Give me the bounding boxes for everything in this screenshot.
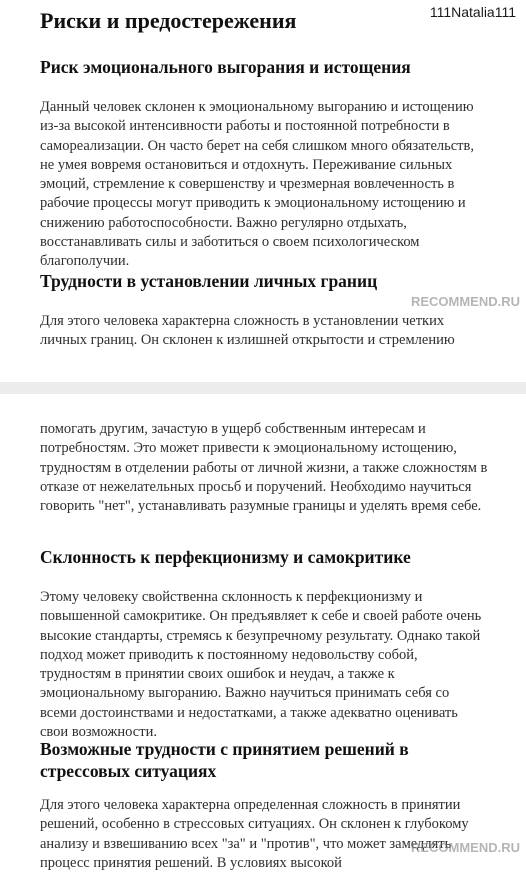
section-boundaries-continued <box>40 420 488 516</box>
section-text: Этому человеку свойственна склонность к перфекционизму и повышенной самокритике. Он предъявляет к себе и своей работе очень высокие стандарты, стремясь к безупречному результату. Однако такой подход может приводить к постоянному недовольству собой, трудностям в принятии своих ошибок и неудач, а также к эмоциональному выгоранию. Важно научиться принимать себя со всеми достоинствами и недостатками, а также адекватно оценивать свои возможности. <box>40 589 482 741</box>
section-heading: Возможные трудности с принятием решений в стрессовых ситуациях <box>40 739 409 781</box>
section-boundaries <box>40 270 488 351</box>
section-burnout <box>40 56 488 272</box>
username-watermark: 111Natalia111 <box>429 4 516 20</box>
site-watermark: RECOMMEND.RU <box>410 294 520 309</box>
section-text: помогать другим, зачастую в ущерб собственным интересам и потребностям. Это может привести к эмоциональному истощению, трудностям в отделении работы от личной жизни, а также сложностям в отказе от нежелательных просьб и поручений. Необходимо научиться говорить "нет", устанавливать разумные границы и уделять время себе. <box>40 421 488 515</box>
section-text: Данный человек склонен к эмоциональному выгоранию и истощению из-за высокой интенсивности работы и постоянной потребности в самореализации. Он часто берет на себя слишком много обязательств, не умея вовремя остановиться и отдохнуть. Переживание сильных эмоций, стремление к совершенству и чрезмерная вовлеченность в рабочие процессы могут приводить к эмоциональному истощению и снижению работоспособности. Важно регулярно отдыхать, восстанавливать силы и заботиться о своем психологическом благополучии. <box>40 99 474 270</box>
section-heading: Склонность к перфекционизму и самокритике <box>40 547 411 567</box>
section-heading: Трудности в установлении личных границ <box>40 271 378 291</box>
section-text: Для этого человека характерна сложность в установлении четких личных границ. Он склонен к излишней открытости и стремлению <box>40 313 455 349</box>
section-text: Для этого человека характерна определенная сложность в принятии решений, особенно в стрессовых ситуациях. Он склонен к глубокому анализу и взвешиванию всех "за" и "против", что может замедлять процесс принятия решений. В условиях высокой <box>40 797 469 871</box>
section-heading: Риск эмоционального выгорания и истощения <box>40 57 411 77</box>
page-title: Риски и предостережения <box>40 8 297 33</box>
page-divider <box>0 382 526 394</box>
section-perfectionism <box>40 546 488 742</box>
site-watermark: RECOMMEND.RU <box>410 840 520 855</box>
